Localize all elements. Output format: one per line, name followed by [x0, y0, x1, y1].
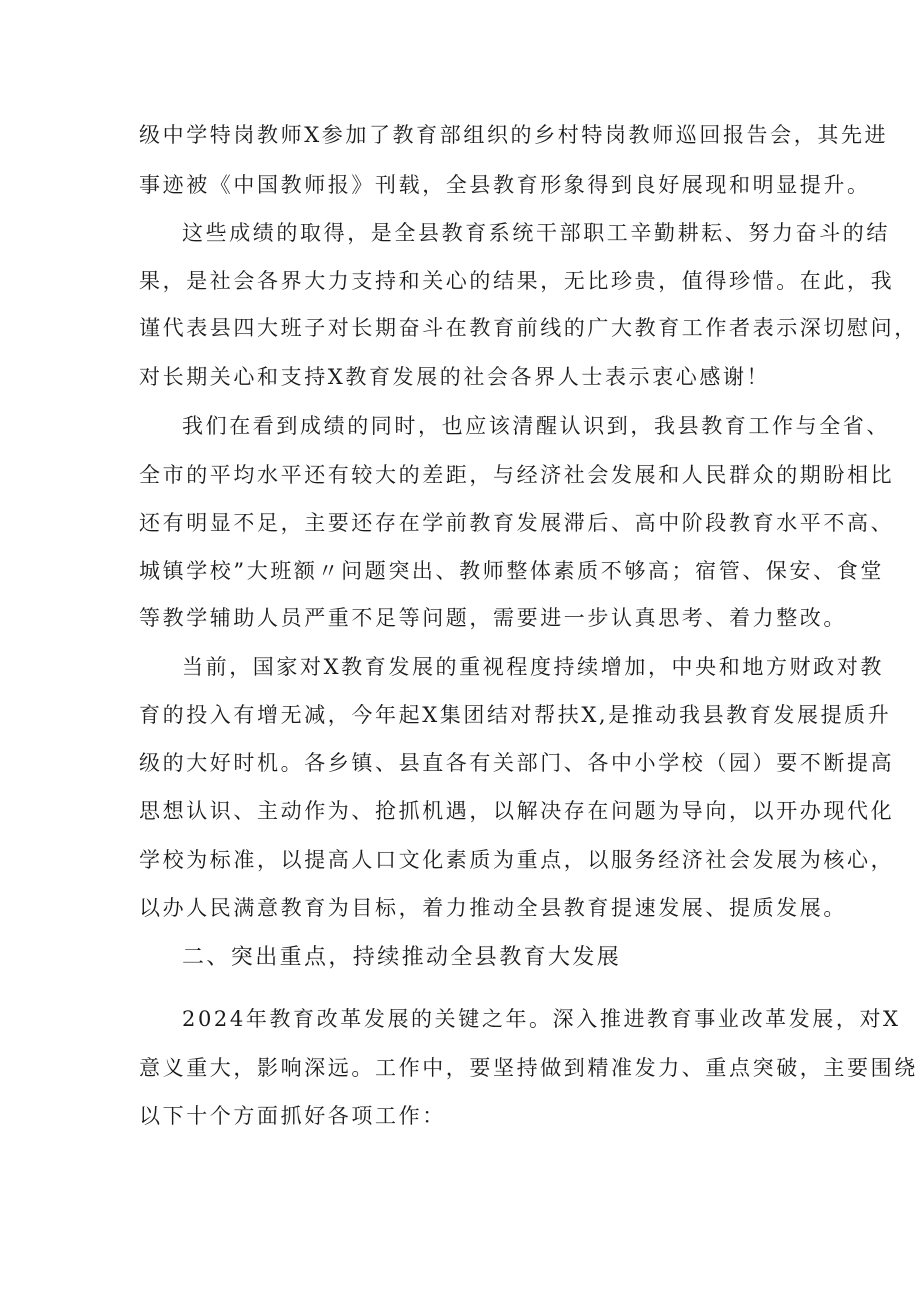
- paragraph-3-line-4: 城镇学校”大班额〃问题突出、教师整体素质不够高；宿管、保安、食堂: [139, 559, 884, 583]
- paragraph-3-line-3: 还有明显不足，主要还存在学前教育发展滞后、高中阶段教育水平不高、: [139, 511, 895, 535]
- paragraph-2-line-2: 果，是社会各界大力支持和关心的结果，无比珍贵，值得珍惜。在此，我: [139, 269, 895, 293]
- paragraph-5-line-3: 以下十个方面抓好各项工作：: [139, 1104, 446, 1128]
- paragraph-4-line-5: 学校为标准，以提高人口文化素质为重点，以服务经济社会发展为核心，: [139, 848, 895, 872]
- paragraph-2-line-4: 对长期关心和支持X教育发展的社会各界人士表示衷心感谢！: [139, 365, 771, 389]
- paragraph-2-line-3: 谨代表县四大班子对长期奋斗在教育前线的广大教育工作者表示深切慰问，: [139, 316, 918, 340]
- paragraph-3-line-2: 全市的平均水平还有较大的差距，与经济社会发展和人民群众的期盼相比: [139, 463, 895, 487]
- paragraph-4-line-6: 以办人民满意教育为目标，着力推动全县教育提速发展、提质发展。: [139, 896, 847, 920]
- paragraph-3-line-5: 等教学辅助人员严重不足等问题，需要进一步认真思考、着力整改。: [139, 606, 847, 630]
- paragraph-5-line-1: 2024年教育改革发展的关键之年。深入推进教育事业改革发展，对X: [182, 1007, 901, 1031]
- paragraph-4-line-3: 级的大好时机。各乡镇、县直各有关部门、各中小学校（园）要不断提高: [139, 751, 895, 775]
- paragraph-1-line-1: 级中学特岗教师X参加了教育部组织的乡村特岗教师巡回报告会，其先进: [139, 123, 889, 147]
- paragraph-4-line-4: 思想认识、主动作为、抢抓机遇，以解决存在问题为导向，以开办现代化: [139, 799, 895, 823]
- section-heading: 二、突出重点，持续推动全县教育大发展: [182, 945, 622, 970]
- paragraph-3-line-1: 我们在看到成绩的同时，也应该清醒认识到，我县教育工作与全省、: [182, 414, 890, 438]
- paragraph-4-line-2: 育的投入有增无减，今年起X集团结对帮扶X,是推动我县教育发展提质升: [139, 703, 892, 727]
- paragraph-5-line-2: 意义重大，影响深远。工作中，要坚持做到精准发力、重点突破，主要围绕: [139, 1056, 918, 1080]
- paragraph-4-line-1: 当前，国家对X教育发展的重视程度持续增加，中央和地方财政对教: [182, 655, 884, 679]
- paragraph-2-line-1: 这些成绩的取得，是全县教育系统干部职工辛勤耕耘、努力奋斗的结: [182, 221, 890, 245]
- paragraph-1-line-2: 事迹被《中国教师报》刊载，全县教育形象得到良好展现和明显提升。: [139, 173, 871, 197]
